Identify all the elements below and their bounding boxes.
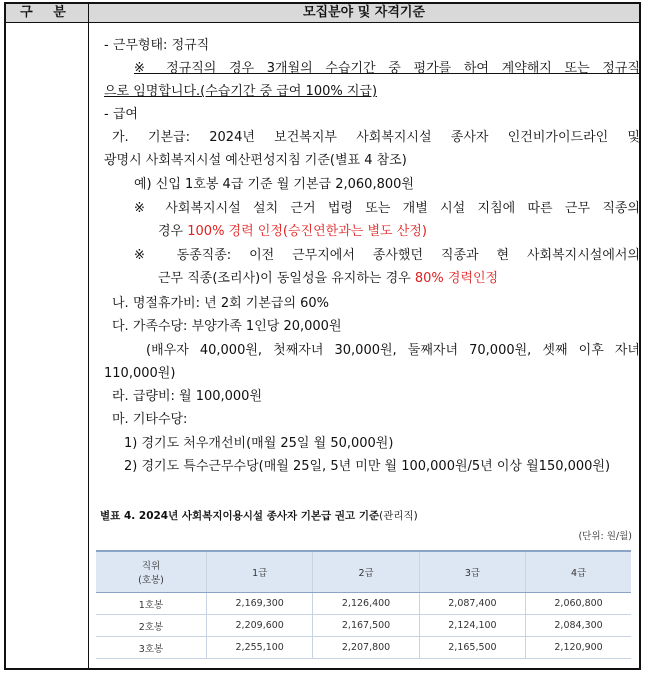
same-job-prefix: 근무 직종(조리사)이 동일성을 유지하는 경우 (158, 271, 415, 286)
table-unit: (단위: 원/월) (578, 531, 632, 542)
same-job-highlight: 80% 경력인정 (414, 271, 499, 286)
treatment-improvement-allowance: 1) 경기도 처우개선비(매월 25일 월 50,000원) (124, 436, 394, 451)
probation-note-cont: 으로 임명합니다.(수습기간 중 급여 100% 지급) (104, 84, 378, 99)
employment-type: - 근무형태: 정규직 (104, 38, 210, 53)
pay-cell: 2,165,500 (419, 637, 525, 659)
table-caption-note: (관리직) (379, 510, 418, 522)
grade-header: 2급 (313, 551, 419, 593)
family-allowance: 다. 가족수당: 부양가족 1인당 20,000원 (112, 319, 342, 334)
same-job-note-cont (158, 269, 498, 289)
grade-header: 3급 (419, 551, 525, 593)
step-cell: 1호봉 (96, 593, 207, 615)
table-caption-text: 별표 4. 2024년 사회복지이용시설 종사자 기본급 권고 기준 (100, 510, 380, 522)
base-pay-line: 가. 기본급: 2024년 보건복지부 사회복지시설 종사자 인건비가이드라인 및 (112, 130, 640, 145)
pay-cell: 2,124,100 (419, 615, 525, 637)
column-divider (88, 22, 89, 668)
pay-cell: 2,084,300 (526, 615, 631, 637)
pay-cell: 2,167,500 (313, 615, 419, 637)
family-allowance-detail-cont: 110,000원) (104, 366, 176, 381)
other-allowance: 마. 기타수당: (112, 412, 188, 427)
step-header-label: (호봉) (138, 575, 164, 586)
pay-cell: 2,060,800 (526, 593, 631, 615)
grade-header: 1급 (207, 551, 313, 593)
same-job-note: ※ 동종직종: 이전 근무지에서 종사했던 직종과 현 사회복지시설에서의 (134, 248, 640, 263)
career-note-cont (158, 222, 427, 242)
header-category: 구 분 (6, 4, 89, 23)
table-caption (100, 508, 418, 523)
probation-note: ※ 정규직의 경우 3개월의 수습기간 중 평가를 하여 계약해지 또는 정규직 (134, 61, 640, 76)
special-duty-allowance: 2) 경기도 특수근무수당(매월 25일, 5년 미만 월 100,000원/5년 이상 월150,000원) (124, 459, 611, 474)
pay-cell: 2,255,100 (207, 637, 313, 659)
salary-heading: - 급여 (104, 107, 138, 122)
base-pay-table (96, 550, 631, 659)
step-cell: 2호봉 (96, 615, 207, 637)
family-allowance-detail: (배우자 40,000원, 첫째자녀 30,000원, 둘째자녀 70,000원, 셋째 이후 자녀 (146, 343, 640, 358)
grade-header: 4급 (526, 551, 631, 593)
pay-cell: 2,120,900 (526, 637, 631, 659)
pay-cell: 2,087,400 (419, 593, 525, 615)
pay-cell: 2,169,300 (207, 593, 313, 615)
base-pay-line-cont: 광명시 사회복지시설 예산편성지침 기준(별표 4 참조) (104, 153, 407, 168)
meal-allowance: 라. 급량비: 월 100,000원 (112, 389, 263, 404)
header-criteria: 모집분야 및 자격기준 (89, 4, 639, 23)
career-note-prefix: 경우 (158, 224, 188, 239)
pay-cell: 2,209,600 (207, 615, 313, 637)
career-note: ※ 사회복지시설 설치 근거 법령 또는 개별 시설 지침에 따른 근무 직종의 (134, 201, 640, 216)
rank-header (96, 551, 207, 593)
table-row (96, 637, 631, 659)
rank-header-label: 직위 (141, 561, 161, 572)
pay-cell: 2,207,800 (313, 637, 419, 659)
career-note-highlight: 100% 경력 인정(승진연한과는 별도 산정) (187, 224, 427, 239)
holiday-bonus: 나. 명절휴가비: 년 2회 기본급의 60% (112, 296, 330, 311)
base-pay-example: 예) 신입 1호봉 4급 기준 월 기본급 2,060,800원 (134, 177, 414, 192)
pay-cell: 2,126,400 (313, 593, 419, 615)
table-header-row (96, 551, 631, 593)
step-cell: 3호봉 (96, 637, 207, 659)
table-row (96, 593, 631, 615)
table-row (96, 615, 631, 637)
